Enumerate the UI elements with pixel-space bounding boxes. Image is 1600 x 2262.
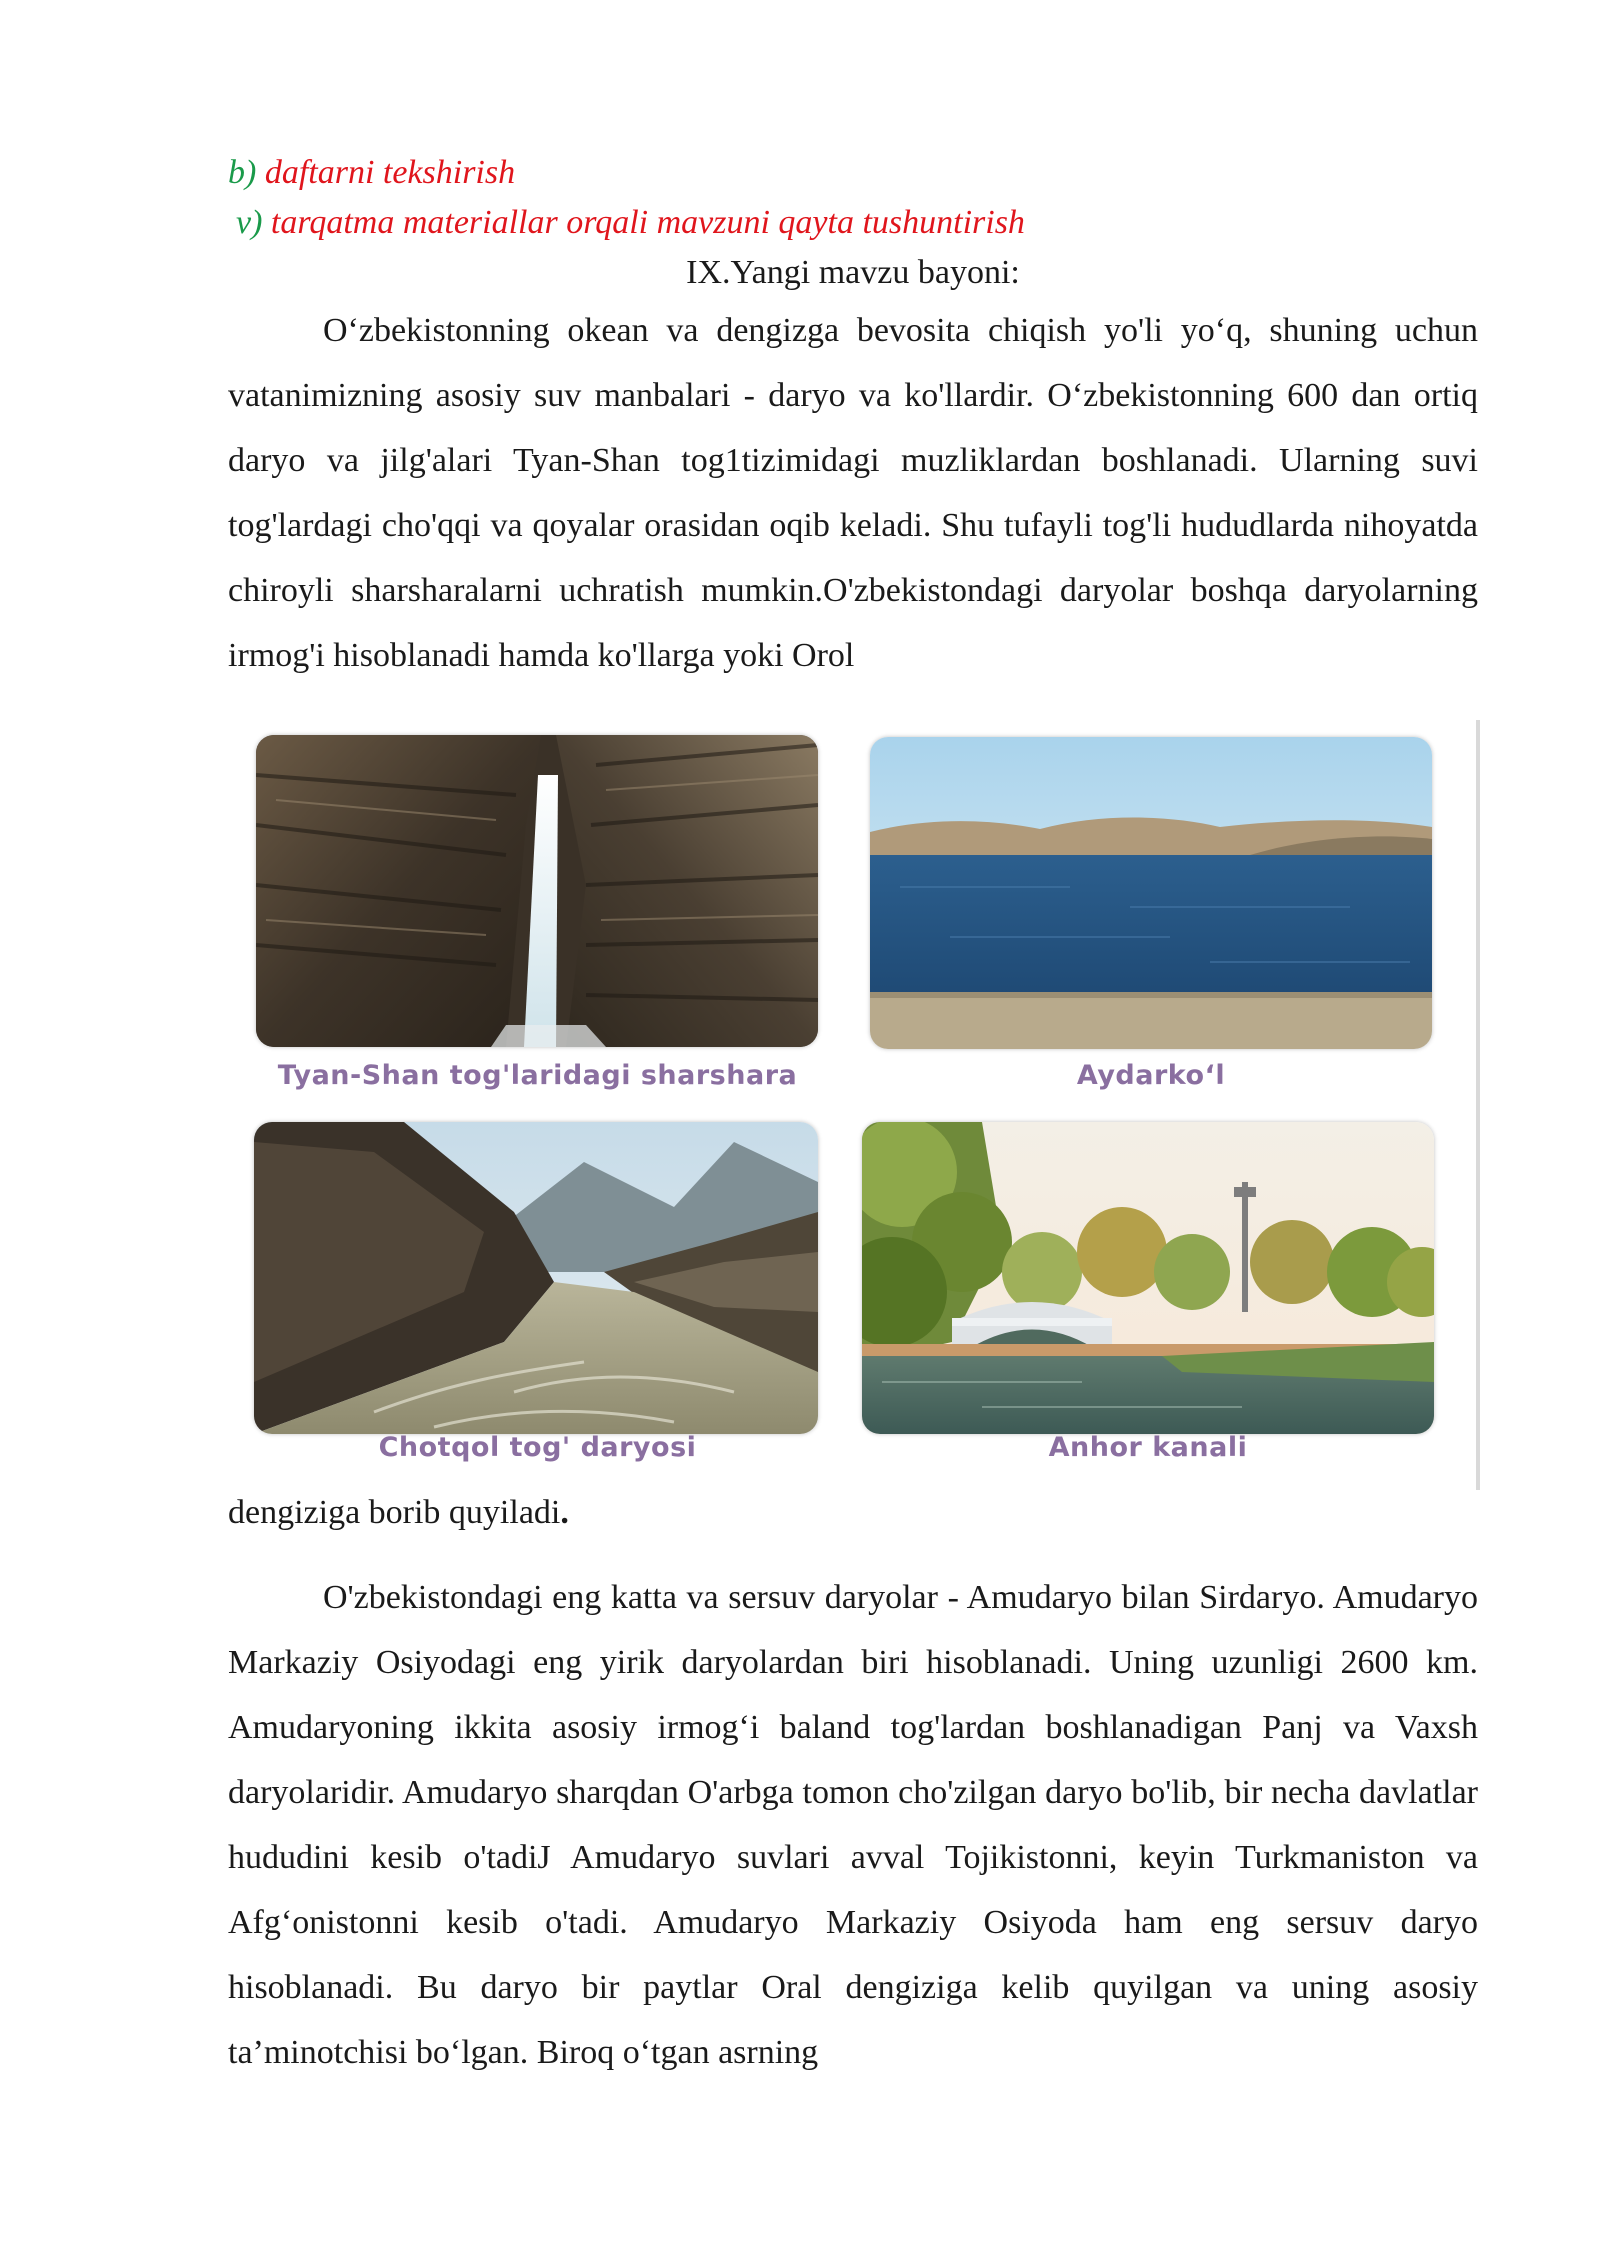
river-photo xyxy=(254,1122,818,1434)
paragraph-1-end-line xyxy=(228,1480,1478,1545)
paragraph-1-end-dot: . xyxy=(560,1494,569,1531)
second-section xyxy=(228,1565,1478,2085)
caption-lake: Aydarko‘l xyxy=(1076,1060,1226,1091)
lake-photo xyxy=(870,737,1432,1049)
agenda-letter-v: v) xyxy=(236,204,263,241)
section-heading: IX.Yangi mavzu bayoni: xyxy=(686,254,1020,291)
figure-collage xyxy=(250,720,1480,1490)
top-content xyxy=(228,148,1478,688)
paragraph-2: O'zbekistondagi eng katta va sersuv daryolar - Amudaryo bilan Sirdaryo. Amudaryo Markaziy Osiyodagi eng yirik daryolardan biri hisoblanadi. Uning uzunligi 2600 km. Amudaryoning ikkita asosiy irmog‘i baland tog'lardan boshlanadigan Panj va Vaxsh daryolaridir. Amudaryo sharqdan O'arbga tomon cho'zilgan daryo bo'lib, bir necha davlatlar hududini kesib o'tadiJ Amudaryo suvlari avval Tojikistonni, keyin Turkmaniston va Afg‘onistonni kesib o'tadi. Amudaryo Markaziy Osiyoda ham eng sersuv daryo hisoblanadi. Bu daryo bir paytlar Oral dengiziga kelib quyilgan va uning asosiy ta’minotchisi bo‘lgan. Biroq o‘tgan asrning xyxy=(228,1579,1478,2071)
figure-divider xyxy=(1476,720,1480,1490)
waterfall-photo xyxy=(256,735,818,1047)
caption-canal: Anhor kanali xyxy=(1048,1432,1248,1463)
agenda-item-v xyxy=(228,198,1478,248)
paragraph-1-end xyxy=(228,1480,1478,1545)
caption-river: Chotqol tog' daryosi xyxy=(378,1432,697,1463)
caption-waterfall: Tyan-Shan tog'laridagi sharshara xyxy=(277,1060,798,1091)
paragraph-1-end-text: dengiziga borib quyiladi xyxy=(228,1494,561,1531)
canal-photo xyxy=(862,1122,1434,1434)
agenda-letter-b: b) xyxy=(228,154,257,191)
paragraph-1: O‘zbekistonning okean va dengizga bevosita chiqish yo'li yo‘q, shuning uchun vatanimizning asosiy suv manbalari - daryo va ko'llardir. O‘zbekistonning 600 dan ortiq daryo va jilg'alari Tyan-Shan tog1tizimidagi muzliklardan boshlanadi. Ularning suvi tog'lardagi cho'qqi va qoyalar orasidan oqib keladi. Shu tufayli tog'li hududlarda nihoyatda chiroyli sharsharalarni uchratish mumkin.O'zbekistondagi daryolar boshqa daryolarning irmog'i hisoblanadi hamda ko'llarga yoki Orol xyxy=(228,312,1478,674)
agenda-item-b xyxy=(228,148,1478,198)
agenda-text-b: daftarni tekshirish xyxy=(264,154,516,191)
agenda-text-v: tarqatma materiallar orqali mavzuni qayta tushuntirish xyxy=(270,204,1025,241)
